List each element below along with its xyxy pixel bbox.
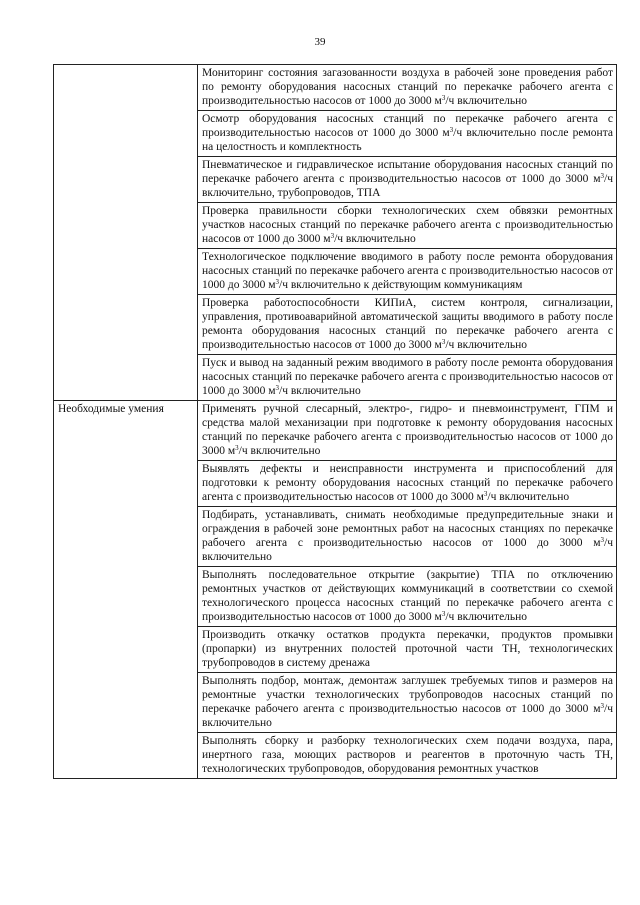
labor-action-item: Осмотр оборудования насосных станций по перекачке рабочего агента с производительностью насосов от 1000 до 3000 $м^3/ч$ включительно после ремонта на целостность и комплектность xyxy=(198,111,617,157)
table-row xyxy=(54,401,617,461)
labor-action-item: Проверка работоспособности КИПиА, систем контроля, сигнализации, управления, противоаварийной автоматической защиты вводимого в работу после ремонта оборудования насосных станций по перекачке рабочего агента с производительностью насосов от 1000 до 3000 $м^3/ч$ включительно xyxy=(198,295,617,355)
skill-item: Применять ручной слесарный, электро-, гидро- и пневмоинструмент, ГПМ и средства малой механизации при подготовке к ремонту оборудования насосных станций по перекачке рабочего агента с производительностью насосов от 1000 до 3000 $м^3/ч$ включительно xyxy=(198,401,617,461)
labor-action-item: Пневматическое и гидравлическое испытание оборудования насосных станций по перекачке рабочего агента с производительностью насосов от 1000 до 3000 $м^3/ч$ включительно, трубопроводов, ТПА xyxy=(198,157,617,203)
skill-item: Выявлять дефекты и неисправности инструмента и приспособлений для подготовки к ремонту оборудования насосных станций по перекачке рабочего агента с производительностью насосов от 1000 до 3000 $м^3/ч$ включительно xyxy=(198,461,617,507)
skill-item: Выполнять последовательное открытие (закрытие) ТПА по отключению ремонтных участков от действующих коммуникаций в соответствии со схемой технологического процесса насосных станций по перекачке рабочего агента с производительностью насосов от 1000 до 3000 $м^3/ч$ включительно xyxy=(198,567,617,627)
skill-item: Подбирать, устанавливать, снимать необходимые предупредительные знаки и ограждения в рабочей зоне ремонтных работ на насосных станциях по перекачке рабочего агента с производительностью насосов от 1000 до 3000 $м^3/ч$ включительно xyxy=(198,507,617,567)
labor-action-item: Мониторинг состояния загазованности воздуха в рабочей зоне проведения работ по ремонту оборудования насосных станций по перекачке рабочего агента с производительностью насосов от 1000 до 3000 $м^3/ч$ включительно xyxy=(198,65,617,111)
skills-section-label: Необходимые умения xyxy=(54,401,198,779)
skill-item: Выполнять сборку и разборку технологических схем подачи воздуха, пара, инертного газа, моющих растворов и реагентов в проточную часть ТН, технологических трубопроводов, оборудования ремонтных участков xyxy=(198,733,617,779)
skill-item: Выполнять подбор, монтаж, демонтаж заглушек требуемых типов и размеров на ремонтные участки технологических трубопроводов насосных станций по перекачке рабочего агента с производительностью насосов от 1000 до 3000 $м^3/ч$ включительно xyxy=(198,673,617,733)
labor-action-item: Пуск и вывод на заданный режим вводимого в работу после ремонта оборудования насосных станций по перекачке рабочего агента с производительностью насосов от 1000 до 3000 $м^3/ч$ включительно xyxy=(198,355,617,401)
page-number: 39 xyxy=(314,36,326,48)
table-row xyxy=(54,65,617,111)
labor-actions-label-cell xyxy=(54,65,198,401)
skill-item: Производить откачку остатков продукта перекачки, продуктов промывки (пропарки) из внутренних полостей проточной части ТН, технологических трубопроводов в систему дренажа xyxy=(198,627,617,673)
requirements-table xyxy=(53,64,617,779)
labor-action-item: Проверка правильности сборки технологических схем обвязки ремонтных участков насосных станций по перекачке рабочего агента с производительностью насосов от 1000 до 3000 $м^3/ч$ включительно xyxy=(198,203,617,249)
labor-action-item: Технологическое подключение вводимого в работу после ремонта оборудования насосных станций по перекачке рабочего агента с производительностью насосов от 1000 до 3000 $м^3/ч$ включительно к действующим коммуникациям xyxy=(198,249,617,295)
